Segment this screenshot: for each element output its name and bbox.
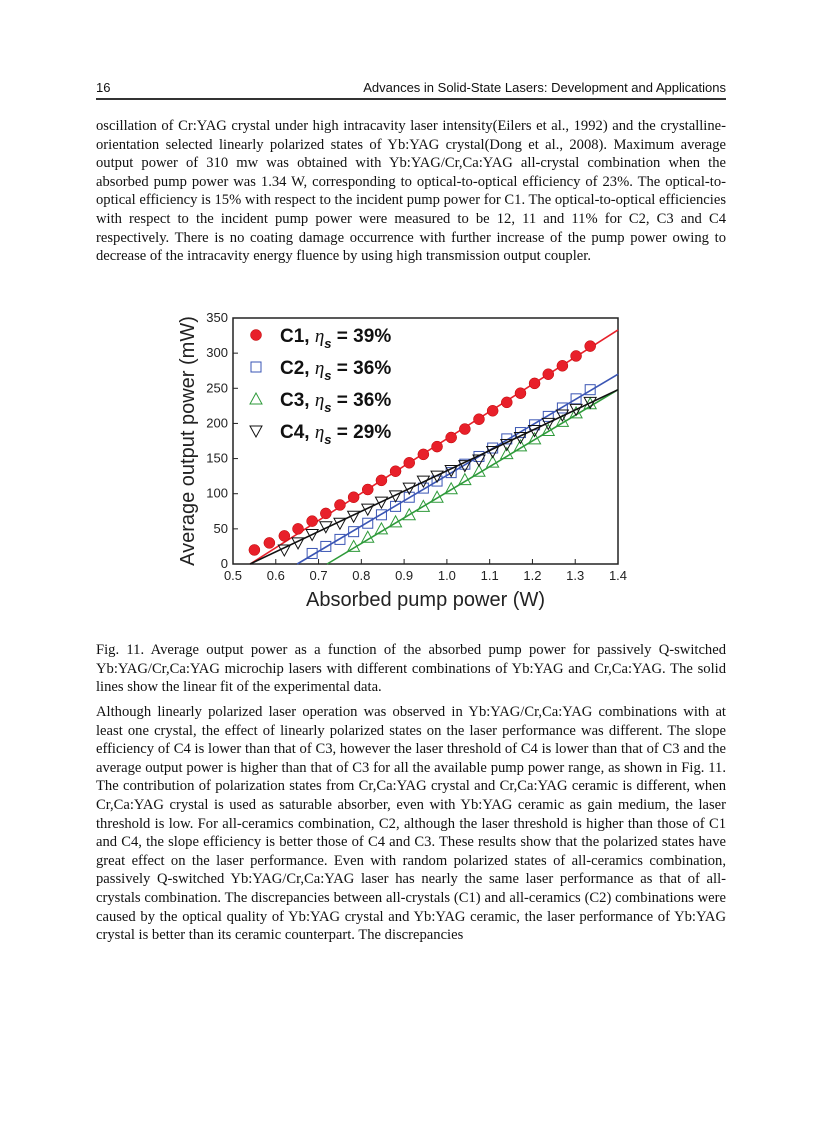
c1-data-point bbox=[432, 441, 443, 452]
x-tick-label: 1.4 bbox=[608, 568, 628, 583]
c1-data-point bbox=[446, 432, 457, 443]
x-tick-label: 0.8 bbox=[352, 568, 371, 583]
x-tick-label: 1.2 bbox=[523, 568, 542, 583]
c1-data-point bbox=[473, 414, 484, 425]
x-tick-label: 0.9 bbox=[395, 568, 414, 583]
y-tick-label: 150 bbox=[206, 450, 228, 466]
y-tick-label: 200 bbox=[206, 415, 228, 431]
c1-data-point bbox=[529, 378, 540, 389]
c1-data-point bbox=[307, 516, 318, 527]
c1-data-point bbox=[543, 369, 554, 380]
y-tick-label: 50 bbox=[213, 520, 228, 536]
y-tick-label: 100 bbox=[206, 485, 228, 501]
c3-fit-line bbox=[327, 390, 618, 564]
body-paragraph-2: Although linearly polarized laser operation was observed in Yb:YAG/Cr,Ca:YAG combinations with at least one crystal, the effect of linearly polarized states on the laser performance was different. The slope efficiency of C4 is lower than that of C3, however the laser threshold of C4 is lower than that of C3 and the average output power is higher than that of C3 for all the available pump power range, as shown in Fig. 11. The contribution of polarization states from Cr,Ca:YAG crystal and Cr,Ca:YAG ceramic is different, when Cr,Ca:YAG crystal is used as saturable absorber, even with Yb:YAG ceramic as gain medium, the laser threshold is low. For all-ceramics combination, C2, although the laser threshold is higher than those of C1 and C4, the slope efficiency is better those of C4 and C3. These results show that the polarized states have great effect on the laser performance. Even with random polarized states of all-ceramics combination, passively Q-switched Yb:YAG/Cr,Ca:YAG laser has nearly the same laser performance as that of all-crystals combination. The discrepancies between all-crystals (C1) and all-ceramics (C2) combinations were caused by the optical quality of Yb:YAG crystal and Yb:YAG ceramic, the laser performance of Yb:YAG crystal is better than its ceramic counterpart. The discrepancies bbox=[96, 704, 726, 944]
c1-data-point bbox=[334, 499, 345, 510]
c1-data-point bbox=[501, 397, 512, 408]
y-tick-label: 350 bbox=[206, 310, 228, 325]
y-axis-label: Average output power (mW) bbox=[177, 316, 199, 566]
c1-data-point bbox=[249, 544, 260, 555]
c1-data-point bbox=[585, 341, 596, 352]
c3-legend-label: C3, $\eta_s = 36\%$ bbox=[280, 390, 392, 415]
c1-data-point bbox=[279, 530, 290, 541]
c1-data-point bbox=[487, 405, 498, 416]
x-tick-label: 1.3 bbox=[566, 568, 585, 583]
c1-data-point bbox=[404, 457, 415, 468]
c2-legend-label: C2, $\eta_s = 36\%$ bbox=[280, 358, 392, 383]
c4-legend-label: C4, $\eta_s = 29\%$ bbox=[280, 422, 392, 447]
x-tick-label: 1.0 bbox=[437, 568, 456, 583]
c1-data-point bbox=[459, 424, 470, 435]
c4-legend-marker bbox=[250, 426, 262, 437]
c1-data-point bbox=[264, 537, 275, 548]
y-tick-label: 0 bbox=[220, 556, 228, 571]
x-tick-label: 0.7 bbox=[309, 568, 328, 583]
c1-data-point bbox=[320, 508, 331, 519]
c1-data-point bbox=[348, 492, 359, 503]
figure-caption: Fig. 11. Average output power as a function of the absorbed pump power for passively Q-switched Yb:YAG/Cr,Ca:YAG microchip lasers with different combinations of Yb:YAG and Cr,Ca:YAG. The solid lines show the linear fit of the experimental data. bbox=[96, 642, 726, 696]
running-header bbox=[96, 80, 726, 100]
c1-data-point bbox=[376, 475, 387, 486]
c1-data-point bbox=[557, 360, 568, 371]
y-tick-label: 300 bbox=[206, 345, 228, 361]
y-tick-label: 250 bbox=[206, 380, 228, 396]
c1-data-point bbox=[571, 350, 582, 361]
page-number: 16 bbox=[96, 80, 111, 95]
running-title: Advances in Solid-State Lasers: Development and Applications bbox=[363, 80, 726, 95]
body-paragraph-1: oscillation of Cr:YAG crystal under high intracavity laser intensity(Eilers et al., 1992) and the crystalline-orientation selected linearly polarized states of Yb:YAG crystal(Dong et al., 2008). Maximum average output power of 310 mw was obtained with Yb:YAG/Cr,Ca:YAG all-crystal combination when the absorbed pump power was 1.34 W, corresponding to optical-to-optical efficiency of 23%. The optical-to-optical efficiency is 15% with respect to the incident pump power for C1. The optical-to-optical efficiencies with respect to the incident pump power were measured to be 12, 11 and 11% for C2, C3 and C4 respectively. There is no coating damage occurrence with further increase of the pump power owing to decrease of the intracavity energy fluence by using high transmission output coupler. bbox=[96, 118, 726, 265]
x-axis-label: Absorbed pump power (W) bbox=[306, 589, 545, 611]
c1-data-point bbox=[293, 523, 304, 534]
c1-data-point bbox=[515, 388, 526, 399]
x-tick-label: 0.6 bbox=[266, 568, 285, 583]
c1-legend-marker bbox=[251, 330, 262, 341]
c2-legend-marker bbox=[251, 362, 261, 372]
x-tick-label: 1.1 bbox=[480, 568, 499, 583]
c1-data-point bbox=[362, 484, 373, 495]
c3-legend-marker bbox=[250, 393, 262, 404]
c1-legend-label: C1, $\eta_s = 39\%$ bbox=[280, 326, 392, 351]
c1-data-point bbox=[390, 466, 401, 477]
x-tick-label: 0.5 bbox=[223, 568, 243, 583]
figure-11-chart bbox=[170, 305, 630, 615]
c1-data-point bbox=[418, 449, 429, 460]
